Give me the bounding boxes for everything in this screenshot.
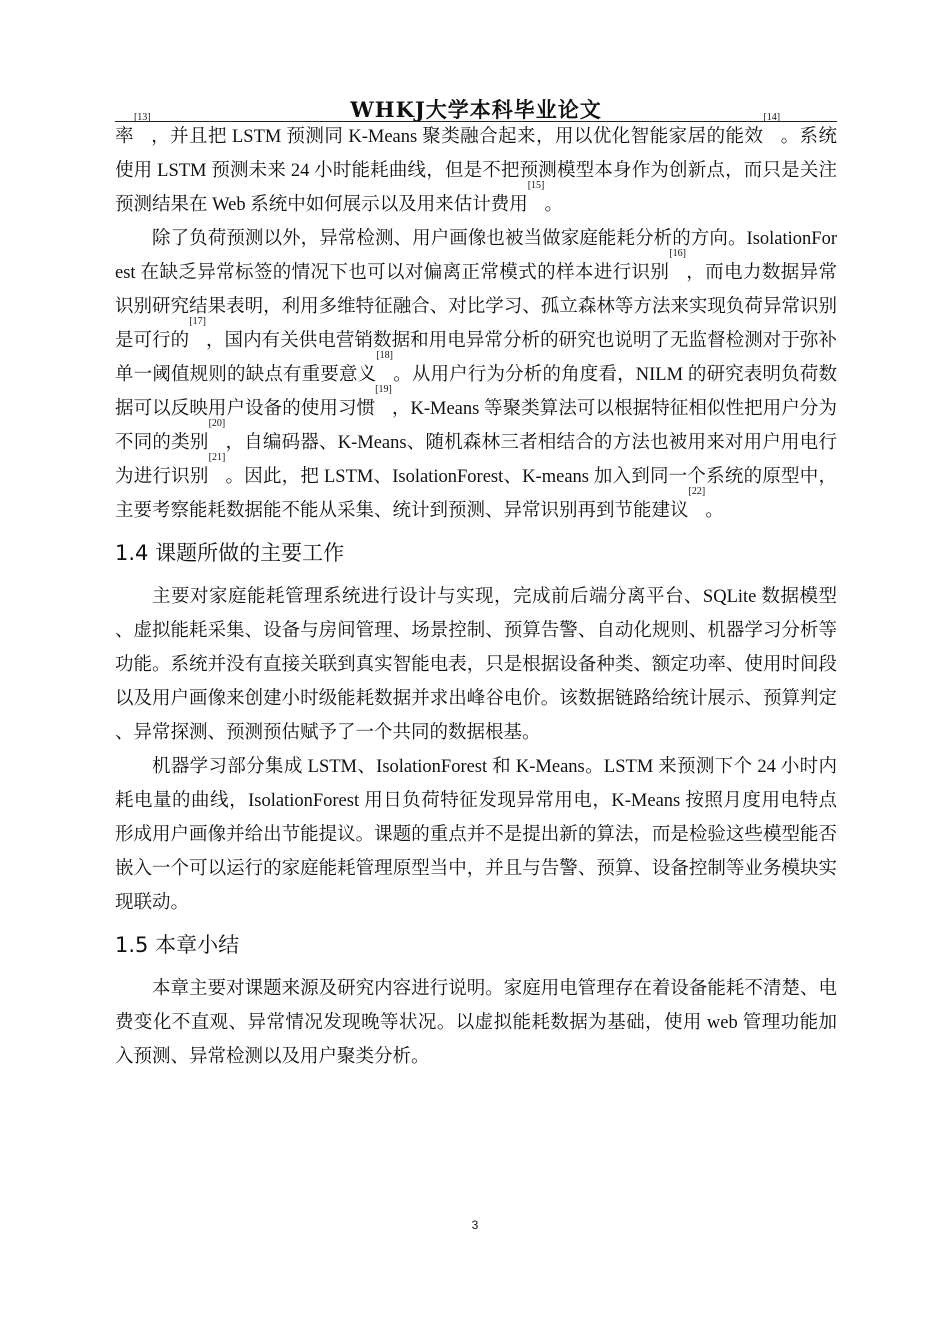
running-header: WHKJ大学本科毕业论文	[350, 97, 602, 122]
paragraph-lstm-cost	[115, 112, 837, 222]
citation: [16]	[669, 248, 686, 259]
paragraph-system-design: 主要对家庭能耗管理系统进行设计与实现，完成前后端分离平台、SQLite 数据模型、虚拟能耗采集、设备与房间管理、场景控制、预算告警、自动化规则、机器学习分析等功能。系统并没有直接关联到真实智能电表，只是根据设备种类、额定功率、使用时间段以及用户画像来创建小时级能耗数据并求出峰谷电价。该数据链路给统计展示、预算判定、异常探测、预测预估赋予了一个共同的数据根基。	[115, 587, 837, 743]
citation: [21]	[208, 452, 226, 463]
citation: [14]	[763, 112, 781, 123]
text-segment: 率	[115, 127, 134, 147]
text-segment: ，而电力数据异常识别研究结果表明，利用多维特征融合、对比学习、孤立森林等方法来实现负荷异常识别是可行的	[115, 263, 837, 351]
citation: [15]	[527, 180, 545, 191]
page-body	[115, 112, 837, 1074]
text-segment: 。系统使用 LSTM 预测未来 24 小时能耗曲线，但是不把预测模型本身作为创新点，而只是关注预测结果在 Web 系统中如何展示以及用来估计费用	[115, 127, 837, 215]
paragraph-machine-learning: 机器学习部分集成 LSTM、IsolationForest 和 K-Means。LSTM 来预测下个 24 小时内耗电量的曲线，IsolationForest 用日负荷特征发现异常用电，K-Means 按照月度用电特点形成用户画像并给出节能提议。课题的重点并不是提出新的算法，而是检验这些模型能否嵌入一个可以运行的家庭能耗管理原型当中，并且与告警、预算、设备控制等业务模块实现联动。	[115, 757, 837, 913]
paragraph-anomaly-profile	[115, 222, 837, 528]
paragraph-chapter-summary: 本章主要对课题来源及研究内容进行说明。家庭用电管理存在着设备能耗不清楚、电费变化不直观、异常情况发现晚等状况。以虚拟能耗数据为基础，使用 web 管理功能加入预测、异常检测以及用户聚类分析。	[115, 979, 837, 1067]
page-number: 3	[471, 1218, 479, 1232]
text-segment: ，自编码器、K-Means、随机森林三者相结合的方法也被用来对用户用电行为进行识别	[115, 433, 837, 487]
text-segment: 。	[544, 195, 563, 215]
citation: [17]	[189, 316, 206, 327]
text-segment: ，国内有关供电营销数据和用电异常分析的研究也说明了无监督检测对于弥补单一阈值规则的缺点有重要意义	[115, 331, 837, 385]
text-segment: 。从用户行为分析的角度看，NILM 的研究表明负荷数据可以反映用户设备的使用习惯	[115, 365, 837, 419]
text-segment: ，K-Means 等聚类算法可以根据特征相似性把用户分为不同的类别	[115, 399, 837, 453]
citation: [18]	[376, 350, 393, 361]
text-segment: 除了负荷预测以外，异常检测、用户画像也被当做家庭能耗分析的方向。IsolationForest 在缺乏异常标签的情况下也可以对偏离正常模式的样本进行识别	[115, 229, 837, 283]
text-segment: 。因此，把 LSTM、IsolationForest、K-means 加入到同一个系统的原型中，主要考察能耗数据能不能从采集、统计到预测、异常识别再到节能建议	[115, 467, 837, 521]
citation: [22]	[688, 486, 706, 497]
section-heading-summary: 1.5 本章小结	[115, 933, 240, 957]
text-segment: ，并且把 LSTM 预测同 K-Means 聚类融合起来，用以优化智能家居的能效	[150, 127, 764, 147]
citation: [19]	[375, 384, 392, 395]
citation: [20]	[208, 418, 226, 429]
citation: [13]	[133, 112, 151, 123]
section-heading-main-work: 1.4 课题所做的主要工作	[115, 541, 345, 565]
text-segment: 。	[705, 501, 724, 521]
